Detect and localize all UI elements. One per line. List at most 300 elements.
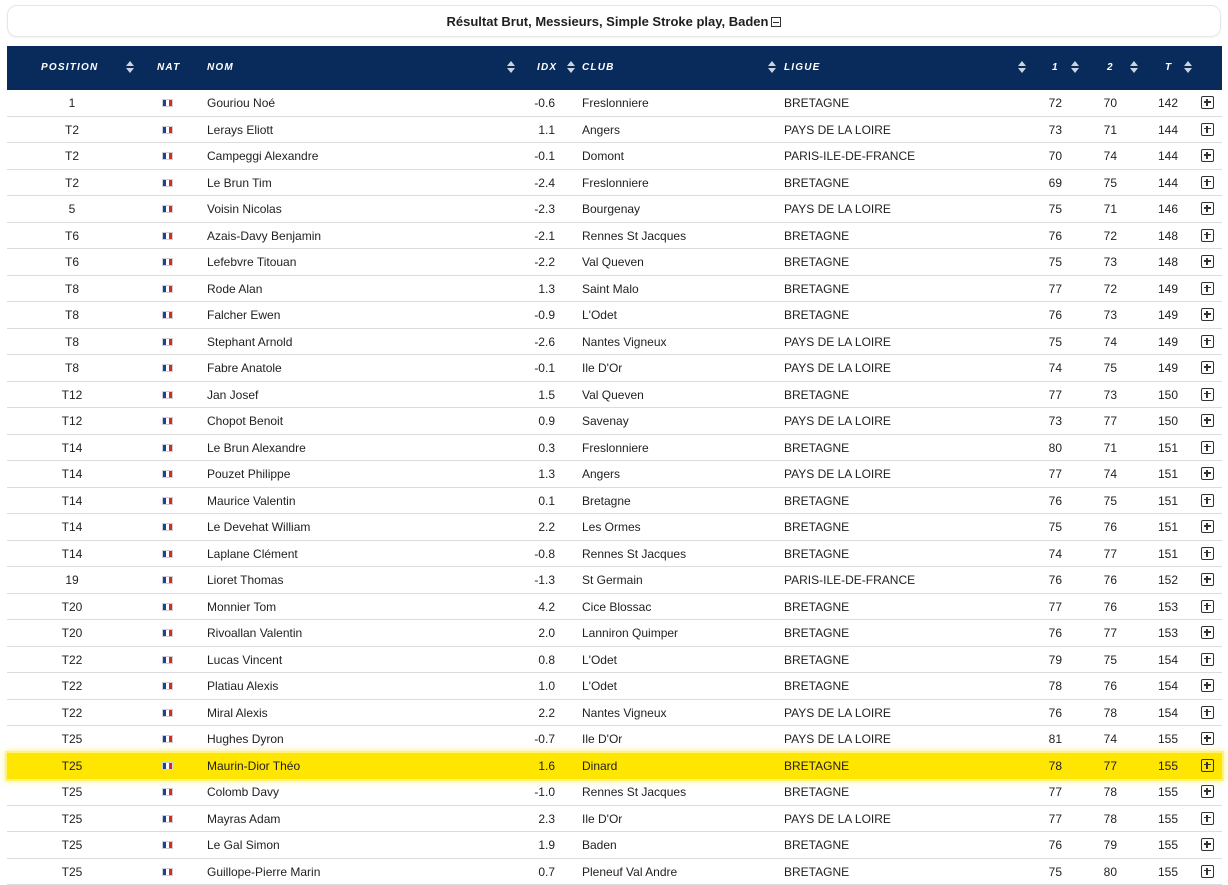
- ligue-cell: PAYS DE LA LOIRE: [784, 329, 891, 355]
- sort-club-icon[interactable]: [768, 61, 776, 74]
- column-header-round2[interactable]: 2: [1107, 46, 1114, 90]
- table-row[interactable]: [7, 779, 1222, 806]
- ligue-cell: BRETAGNE: [784, 276, 849, 302]
- index-cell: 1.0: [507, 673, 555, 699]
- position-cell: T14: [47, 541, 97, 567]
- club-cell: Domont: [582, 143, 624, 169]
- column-header-ligue[interactable]: LIGUE: [784, 46, 821, 90]
- round1-score-cell: 76: [1037, 567, 1062, 593]
- expand-row-icon[interactable]: [1201, 732, 1214, 745]
- club-cell: Nantes Vigneux: [582, 700, 667, 726]
- expand-row-icon[interactable]: [1201, 626, 1214, 639]
- nationality-cell: [162, 594, 176, 620]
- ligue-cell: BRETAGNE: [784, 382, 849, 408]
- club-cell: L'Odet: [582, 302, 617, 328]
- round1-score-cell: 81: [1037, 726, 1062, 752]
- player-name-cell: Lefebvre Titouan: [207, 249, 296, 275]
- position-cell: T14: [47, 514, 97, 540]
- expand-row-icon[interactable]: [1201, 388, 1214, 401]
- sort-round2-icon[interactable]: [1130, 61, 1138, 74]
- france-flag-icon: [162, 576, 173, 584]
- round2-score-cell: 79: [1087, 832, 1117, 858]
- table-row[interactable]: [7, 302, 1222, 329]
- column-header-total[interactable]: T: [1165, 46, 1172, 90]
- club-cell: Angers: [582, 117, 620, 143]
- france-flag-icon: [162, 232, 173, 240]
- index-cell: -0.7: [507, 726, 555, 752]
- expand-row-icon[interactable]: [1201, 282, 1214, 295]
- position-cell: T14: [47, 488, 97, 514]
- table-row[interactable]: [7, 355, 1222, 382]
- position-cell: T25: [47, 779, 97, 805]
- club-cell: Freslonniere: [582, 170, 649, 196]
- round2-score-cell: 73: [1087, 302, 1117, 328]
- round1-score-cell: 76: [1037, 832, 1062, 858]
- ligue-cell: BRETAGNE: [784, 223, 849, 249]
- total-score-cell: 144: [1140, 170, 1178, 196]
- round2-score-cell: 78: [1087, 806, 1117, 832]
- round2-score-cell: 74: [1087, 726, 1117, 752]
- column-header-nat[interactable]: NAT: [157, 46, 180, 90]
- nationality-cell: [162, 779, 176, 805]
- results-table: [7, 46, 1222, 885]
- nationality-cell: [162, 90, 176, 116]
- position-cell: T25: [47, 726, 97, 752]
- nationality-cell: [162, 117, 176, 143]
- round1-score-cell: 75: [1037, 329, 1062, 355]
- player-name-cell: Rode Alan: [207, 276, 262, 302]
- club-cell: Val Queven: [582, 382, 644, 408]
- france-flag-icon: [162, 735, 173, 743]
- table-row[interactable]: [7, 276, 1222, 303]
- expand-row-icon[interactable]: [1201, 308, 1214, 321]
- france-flag-icon: [162, 338, 173, 346]
- france-flag-icon: [162, 868, 173, 876]
- index-cell: 0.9: [507, 408, 555, 434]
- player-name-cell: Jan Josef: [207, 382, 258, 408]
- total-score-cell: 155: [1140, 726, 1178, 752]
- table-row[interactable]: [7, 726, 1222, 753]
- total-score-cell: 142: [1140, 90, 1178, 116]
- nationality-cell: [162, 408, 176, 434]
- position-cell: T25: [47, 859, 97, 885]
- index-cell: -0.9: [507, 302, 555, 328]
- table-row[interactable]: [7, 806, 1222, 833]
- round1-score-cell: 78: [1037, 673, 1062, 699]
- player-name-cell: Le Brun Tim: [207, 170, 272, 196]
- table-row[interactable]: [7, 90, 1222, 117]
- index-cell: 1.3: [507, 276, 555, 302]
- total-score-cell: 148: [1140, 249, 1178, 275]
- total-score-cell: 150: [1140, 408, 1178, 434]
- expand-row-icon[interactable]: [1201, 838, 1214, 851]
- sort-position-icon[interactable]: [126, 61, 134, 74]
- expand-row-icon[interactable]: [1201, 679, 1214, 692]
- nationality-cell: [162, 832, 176, 858]
- round1-score-cell: 75: [1037, 249, 1062, 275]
- round1-score-cell: 74: [1037, 541, 1062, 567]
- france-flag-icon: [162, 682, 173, 690]
- nationality-cell: [162, 726, 176, 752]
- ligue-cell: BRETAGNE: [784, 170, 849, 196]
- round1-score-cell: 80: [1037, 435, 1062, 461]
- round2-score-cell: 74: [1087, 461, 1117, 487]
- total-score-cell: 154: [1140, 673, 1178, 699]
- round2-score-cell: 75: [1087, 488, 1117, 514]
- position-cell: 1: [47, 90, 97, 116]
- ligue-cell: BRETAGNE: [784, 832, 849, 858]
- round2-score-cell: 76: [1087, 673, 1117, 699]
- table-row[interactable]: [7, 488, 1222, 515]
- sort-nom-icon[interactable]: [507, 61, 515, 74]
- club-cell: L'Odet: [582, 673, 617, 699]
- total-score-cell: 155: [1140, 832, 1178, 858]
- position-cell: T20: [47, 594, 97, 620]
- index-cell: 0.3: [507, 435, 555, 461]
- nationality-cell: [162, 143, 176, 169]
- table-row[interactable]: [7, 382, 1222, 409]
- column-header-position[interactable]: POSITION: [41, 46, 98, 90]
- index-cell: 1.1: [507, 117, 555, 143]
- index-cell: -0.6: [507, 90, 555, 116]
- total-score-cell: 151: [1140, 541, 1178, 567]
- round1-score-cell: 77: [1037, 806, 1062, 832]
- expand-row-icon[interactable]: [1201, 759, 1214, 772]
- nationality-cell: [162, 355, 176, 381]
- position-cell: T25: [47, 753, 97, 779]
- table-row[interactable]: [7, 594, 1222, 621]
- total-score-cell: 155: [1140, 779, 1178, 805]
- club-cell: Lanniron Quimper: [582, 620, 678, 646]
- player-name-cell: Hughes Dyron: [207, 726, 284, 752]
- france-flag-icon: [162, 179, 173, 187]
- club-cell: Freslonniere: [582, 90, 649, 116]
- round2-score-cell: 80: [1087, 859, 1117, 885]
- nationality-cell: [162, 806, 176, 832]
- table-row[interactable]: [7, 620, 1222, 647]
- sort-round1-icon[interactable]: [1071, 61, 1079, 74]
- column-header-idx[interactable]: IDX: [537, 46, 557, 90]
- position-cell: T25: [47, 806, 97, 832]
- club-cell: Les Ormes: [582, 514, 641, 540]
- france-flag-icon: [162, 258, 173, 266]
- sort-idx-icon[interactable]: [567, 61, 575, 74]
- table-row[interactable]: [7, 541, 1222, 568]
- ligue-cell: PAYS DE LA LOIRE: [784, 355, 891, 381]
- round1-score-cell: 74: [1037, 355, 1062, 381]
- table-row[interactable]: [7, 832, 1222, 859]
- expand-row-icon[interactable]: [1201, 441, 1214, 454]
- player-name-cell: Maurin-Dior Théo: [207, 753, 300, 779]
- round2-score-cell: 77: [1087, 753, 1117, 779]
- nationality-cell: [162, 276, 176, 302]
- nationality-cell: [162, 673, 176, 699]
- club-cell: Pleneuf Val Andre: [582, 859, 677, 885]
- nationality-cell: [162, 329, 176, 355]
- index-cell: 2.2: [507, 514, 555, 540]
- expand-row-icon[interactable]: [1201, 494, 1214, 507]
- total-score-cell: 155: [1140, 806, 1178, 832]
- player-name-cell: Miral Alexis: [207, 700, 268, 726]
- france-flag-icon: [162, 629, 173, 637]
- club-cell: Nantes Vigneux: [582, 329, 667, 355]
- index-cell: 2.3: [507, 806, 555, 832]
- round1-score-cell: 76: [1037, 488, 1062, 514]
- round2-score-cell: 74: [1087, 329, 1117, 355]
- player-name-cell: Chopot Benoit: [207, 408, 283, 434]
- position-cell: T22: [47, 647, 97, 673]
- total-score-cell: 149: [1140, 302, 1178, 328]
- round1-score-cell: 77: [1037, 779, 1062, 805]
- position-cell: T2: [47, 143, 97, 169]
- expand-row-icon[interactable]: [1201, 255, 1214, 268]
- table-row-highlighted[interactable]: [7, 753, 1222, 780]
- position-cell: T12: [47, 382, 97, 408]
- expand-row-icon[interactable]: [1201, 812, 1214, 825]
- expand-row-icon[interactable]: [1201, 335, 1214, 348]
- table-row[interactable]: [7, 647, 1222, 674]
- round2-score-cell: 73: [1087, 249, 1117, 275]
- table-row[interactable]: [7, 143, 1222, 170]
- round2-score-cell: 78: [1087, 700, 1117, 726]
- position-cell: T12: [47, 408, 97, 434]
- france-flag-icon: [162, 470, 173, 478]
- table-row[interactable]: [7, 196, 1222, 223]
- nationality-cell: [162, 302, 176, 328]
- nationality-cell: [162, 753, 176, 779]
- ligue-cell: PAYS DE LA LOIRE: [784, 700, 891, 726]
- expand-row-icon[interactable]: [1201, 547, 1214, 560]
- club-cell: Freslonniere: [582, 435, 649, 461]
- round1-score-cell: 73: [1037, 117, 1062, 143]
- player-name-cell: Le Devehat William: [207, 514, 310, 540]
- club-cell: Rennes St Jacques: [582, 223, 686, 249]
- club-cell: Bretagne: [582, 488, 631, 514]
- club-cell: Angers: [582, 461, 620, 487]
- france-flag-icon: [162, 815, 173, 823]
- player-name-cell: Monnier Tom: [207, 594, 276, 620]
- ligue-cell: BRETAGNE: [784, 779, 849, 805]
- player-name-cell: Falcher Ewen: [207, 302, 280, 328]
- column-header-club[interactable]: CLUB: [582, 46, 615, 90]
- france-flag-icon: [162, 99, 173, 107]
- expand-row-icon[interactable]: [1201, 229, 1214, 242]
- table-row[interactable]: [7, 223, 1222, 250]
- index-cell: -2.4: [507, 170, 555, 196]
- table-row[interactable]: [7, 673, 1222, 700]
- round1-score-cell: 76: [1037, 302, 1062, 328]
- nationality-cell: [162, 541, 176, 567]
- france-flag-icon: [162, 550, 173, 558]
- index-cell: 0.7: [507, 859, 555, 885]
- total-score-cell: 152: [1140, 567, 1178, 593]
- player-name-cell: Campeggi Alexandre: [207, 143, 318, 169]
- round1-score-cell: 77: [1037, 594, 1062, 620]
- ligue-cell: BRETAGNE: [784, 488, 849, 514]
- nationality-cell: [162, 514, 176, 540]
- ligue-cell: BRETAGNE: [784, 647, 849, 673]
- france-flag-icon: [162, 603, 173, 611]
- ligue-cell: BRETAGNE: [784, 90, 849, 116]
- player-name-cell: Laplane Clément: [207, 541, 298, 567]
- ligue-cell: PAYS DE LA LOIRE: [784, 117, 891, 143]
- index-cell: 2.2: [507, 700, 555, 726]
- expand-row-icon[interactable]: [1201, 176, 1214, 189]
- ligue-cell: BRETAGNE: [784, 249, 849, 275]
- index-cell: -0.1: [507, 143, 555, 169]
- expand-row-icon[interactable]: [1201, 467, 1214, 480]
- table-row[interactable]: [7, 249, 1222, 276]
- total-score-cell: 154: [1140, 700, 1178, 726]
- index-cell: 4.2: [507, 594, 555, 620]
- club-cell: L'Odet: [582, 647, 617, 673]
- round2-score-cell: 77: [1087, 408, 1117, 434]
- france-flag-icon: [162, 417, 173, 425]
- club-cell: Ile D'Or: [582, 806, 622, 832]
- ligue-cell: PAYS DE LA LOIRE: [784, 726, 891, 752]
- expand-row-icon[interactable]: [1201, 202, 1214, 215]
- nationality-cell: [162, 435, 176, 461]
- player-name-cell: Lerays Eliott: [207, 117, 273, 143]
- expand-row-icon[interactable]: [1201, 573, 1214, 586]
- france-flag-icon: [162, 788, 173, 796]
- round2-score-cell: 72: [1087, 223, 1117, 249]
- round1-score-cell: 75: [1037, 859, 1062, 885]
- table-row[interactable]: [7, 700, 1222, 727]
- player-name-cell: Le Brun Alexandre: [207, 435, 306, 461]
- table-row[interactable]: [7, 461, 1222, 488]
- table-row[interactable]: [7, 170, 1222, 197]
- column-header-round1[interactable]: 1: [1052, 46, 1059, 90]
- table-row[interactable]: [7, 514, 1222, 541]
- club-cell: Bourgenay: [582, 196, 640, 222]
- nationality-cell: [162, 249, 176, 275]
- table-row[interactable]: [7, 567, 1222, 594]
- expand-row-icon[interactable]: [1201, 123, 1214, 136]
- index-cell: -0.1: [507, 355, 555, 381]
- position-cell: T20: [47, 620, 97, 646]
- table-row[interactable]: [7, 117, 1222, 144]
- player-name-cell: Le Gal Simon: [207, 832, 280, 858]
- table-row[interactable]: [7, 408, 1222, 435]
- index-cell: 2.0: [507, 620, 555, 646]
- total-score-cell: 149: [1140, 329, 1178, 355]
- expand-row-icon[interactable]: [1201, 785, 1214, 798]
- round2-score-cell: 74: [1087, 143, 1117, 169]
- france-flag-icon: [162, 152, 173, 160]
- total-score-cell: 149: [1140, 355, 1178, 381]
- expand-row-icon[interactable]: [1201, 653, 1214, 666]
- france-flag-icon: [162, 656, 173, 664]
- nationality-cell: [162, 647, 176, 673]
- index-cell: -0.8: [507, 541, 555, 567]
- ligue-cell: PAYS DE LA LOIRE: [784, 408, 891, 434]
- ligue-cell: BRETAGNE: [784, 594, 849, 620]
- round2-score-cell: 71: [1087, 117, 1117, 143]
- round1-score-cell: 76: [1037, 700, 1062, 726]
- france-flag-icon: [162, 444, 173, 452]
- round2-score-cell: 76: [1087, 514, 1117, 540]
- expand-row-icon[interactable]: [1201, 361, 1214, 374]
- club-cell: Saint Malo: [582, 276, 639, 302]
- round2-score-cell: 71: [1087, 196, 1117, 222]
- position-cell: T2: [47, 117, 97, 143]
- table-row[interactable]: [7, 329, 1222, 356]
- player-name-cell: Voisin Nicolas: [207, 196, 282, 222]
- france-flag-icon: [162, 205, 173, 213]
- position-cell: T6: [47, 249, 97, 275]
- club-cell: Ile D'Or: [582, 726, 622, 752]
- france-flag-icon: [162, 364, 173, 372]
- total-score-cell: 153: [1140, 594, 1178, 620]
- expand-row-icon[interactable]: [1201, 600, 1214, 613]
- round1-score-cell: 76: [1037, 620, 1062, 646]
- expand-row-icon[interactable]: [1201, 414, 1214, 427]
- player-name-cell: Lioret Thomas: [207, 567, 283, 593]
- collapse-icon[interactable]: [771, 17, 781, 27]
- expand-row-icon[interactable]: [1201, 96, 1214, 109]
- nationality-cell: [162, 620, 176, 646]
- ligue-cell: BRETAGNE: [784, 673, 849, 699]
- column-header-nom[interactable]: NOM: [207, 46, 234, 90]
- position-cell: T6: [47, 223, 97, 249]
- round1-score-cell: 79: [1037, 647, 1062, 673]
- round2-score-cell: 73: [1087, 382, 1117, 408]
- index-cell: 1.9: [507, 832, 555, 858]
- round2-score-cell: 71: [1087, 435, 1117, 461]
- total-score-cell: 149: [1140, 276, 1178, 302]
- club-cell: Baden: [582, 832, 617, 858]
- expand-row-icon[interactable]: [1201, 520, 1214, 533]
- total-score-cell: 146: [1140, 196, 1178, 222]
- france-flag-icon: [162, 126, 173, 134]
- nationality-cell: [162, 382, 176, 408]
- total-score-cell: 151: [1140, 488, 1178, 514]
- position-cell: T8: [47, 302, 97, 328]
- round2-score-cell: 75: [1087, 647, 1117, 673]
- france-flag-icon: [162, 497, 173, 505]
- round1-score-cell: 69: [1037, 170, 1062, 196]
- table-row[interactable]: [7, 859, 1222, 885]
- player-name-cell: Pouzet Philippe: [207, 461, 290, 487]
- results-title: Résultat Brut, Messieurs, Simple Stroke play, Baden: [447, 14, 769, 29]
- round1-score-cell: 73: [1037, 408, 1062, 434]
- player-name-cell: Platiau Alexis: [207, 673, 278, 699]
- expand-row-icon[interactable]: [1201, 149, 1214, 162]
- expand-row-icon[interactable]: [1201, 706, 1214, 719]
- ligue-cell: PARIS-ILE-DE-FRANCE: [784, 143, 915, 169]
- round1-score-cell: 76: [1037, 223, 1062, 249]
- results-title-bar[interactable]: [7, 5, 1221, 37]
- index-cell: 1.5: [507, 382, 555, 408]
- nationality-cell: [162, 223, 176, 249]
- player-name-cell: Lucas Vincent: [207, 647, 282, 673]
- ligue-cell: PARIS-ILE-DE-FRANCE: [784, 567, 915, 593]
- round2-score-cell: 77: [1087, 620, 1117, 646]
- table-row[interactable]: [7, 435, 1222, 462]
- round1-score-cell: 72: [1037, 90, 1062, 116]
- player-name-cell: Maurice Valentin: [207, 488, 296, 514]
- expand-row-icon[interactable]: [1201, 865, 1214, 878]
- index-cell: 0.8: [507, 647, 555, 673]
- ligue-cell: PAYS DE LA LOIRE: [784, 461, 891, 487]
- round2-score-cell: 70: [1087, 90, 1117, 116]
- sort-total-icon[interactable]: [1184, 61, 1192, 74]
- sort-ligue-icon[interactable]: [1018, 61, 1026, 74]
- total-score-cell: 155: [1140, 753, 1178, 779]
- nationality-cell: [162, 170, 176, 196]
- ligue-cell: BRETAGNE: [784, 541, 849, 567]
